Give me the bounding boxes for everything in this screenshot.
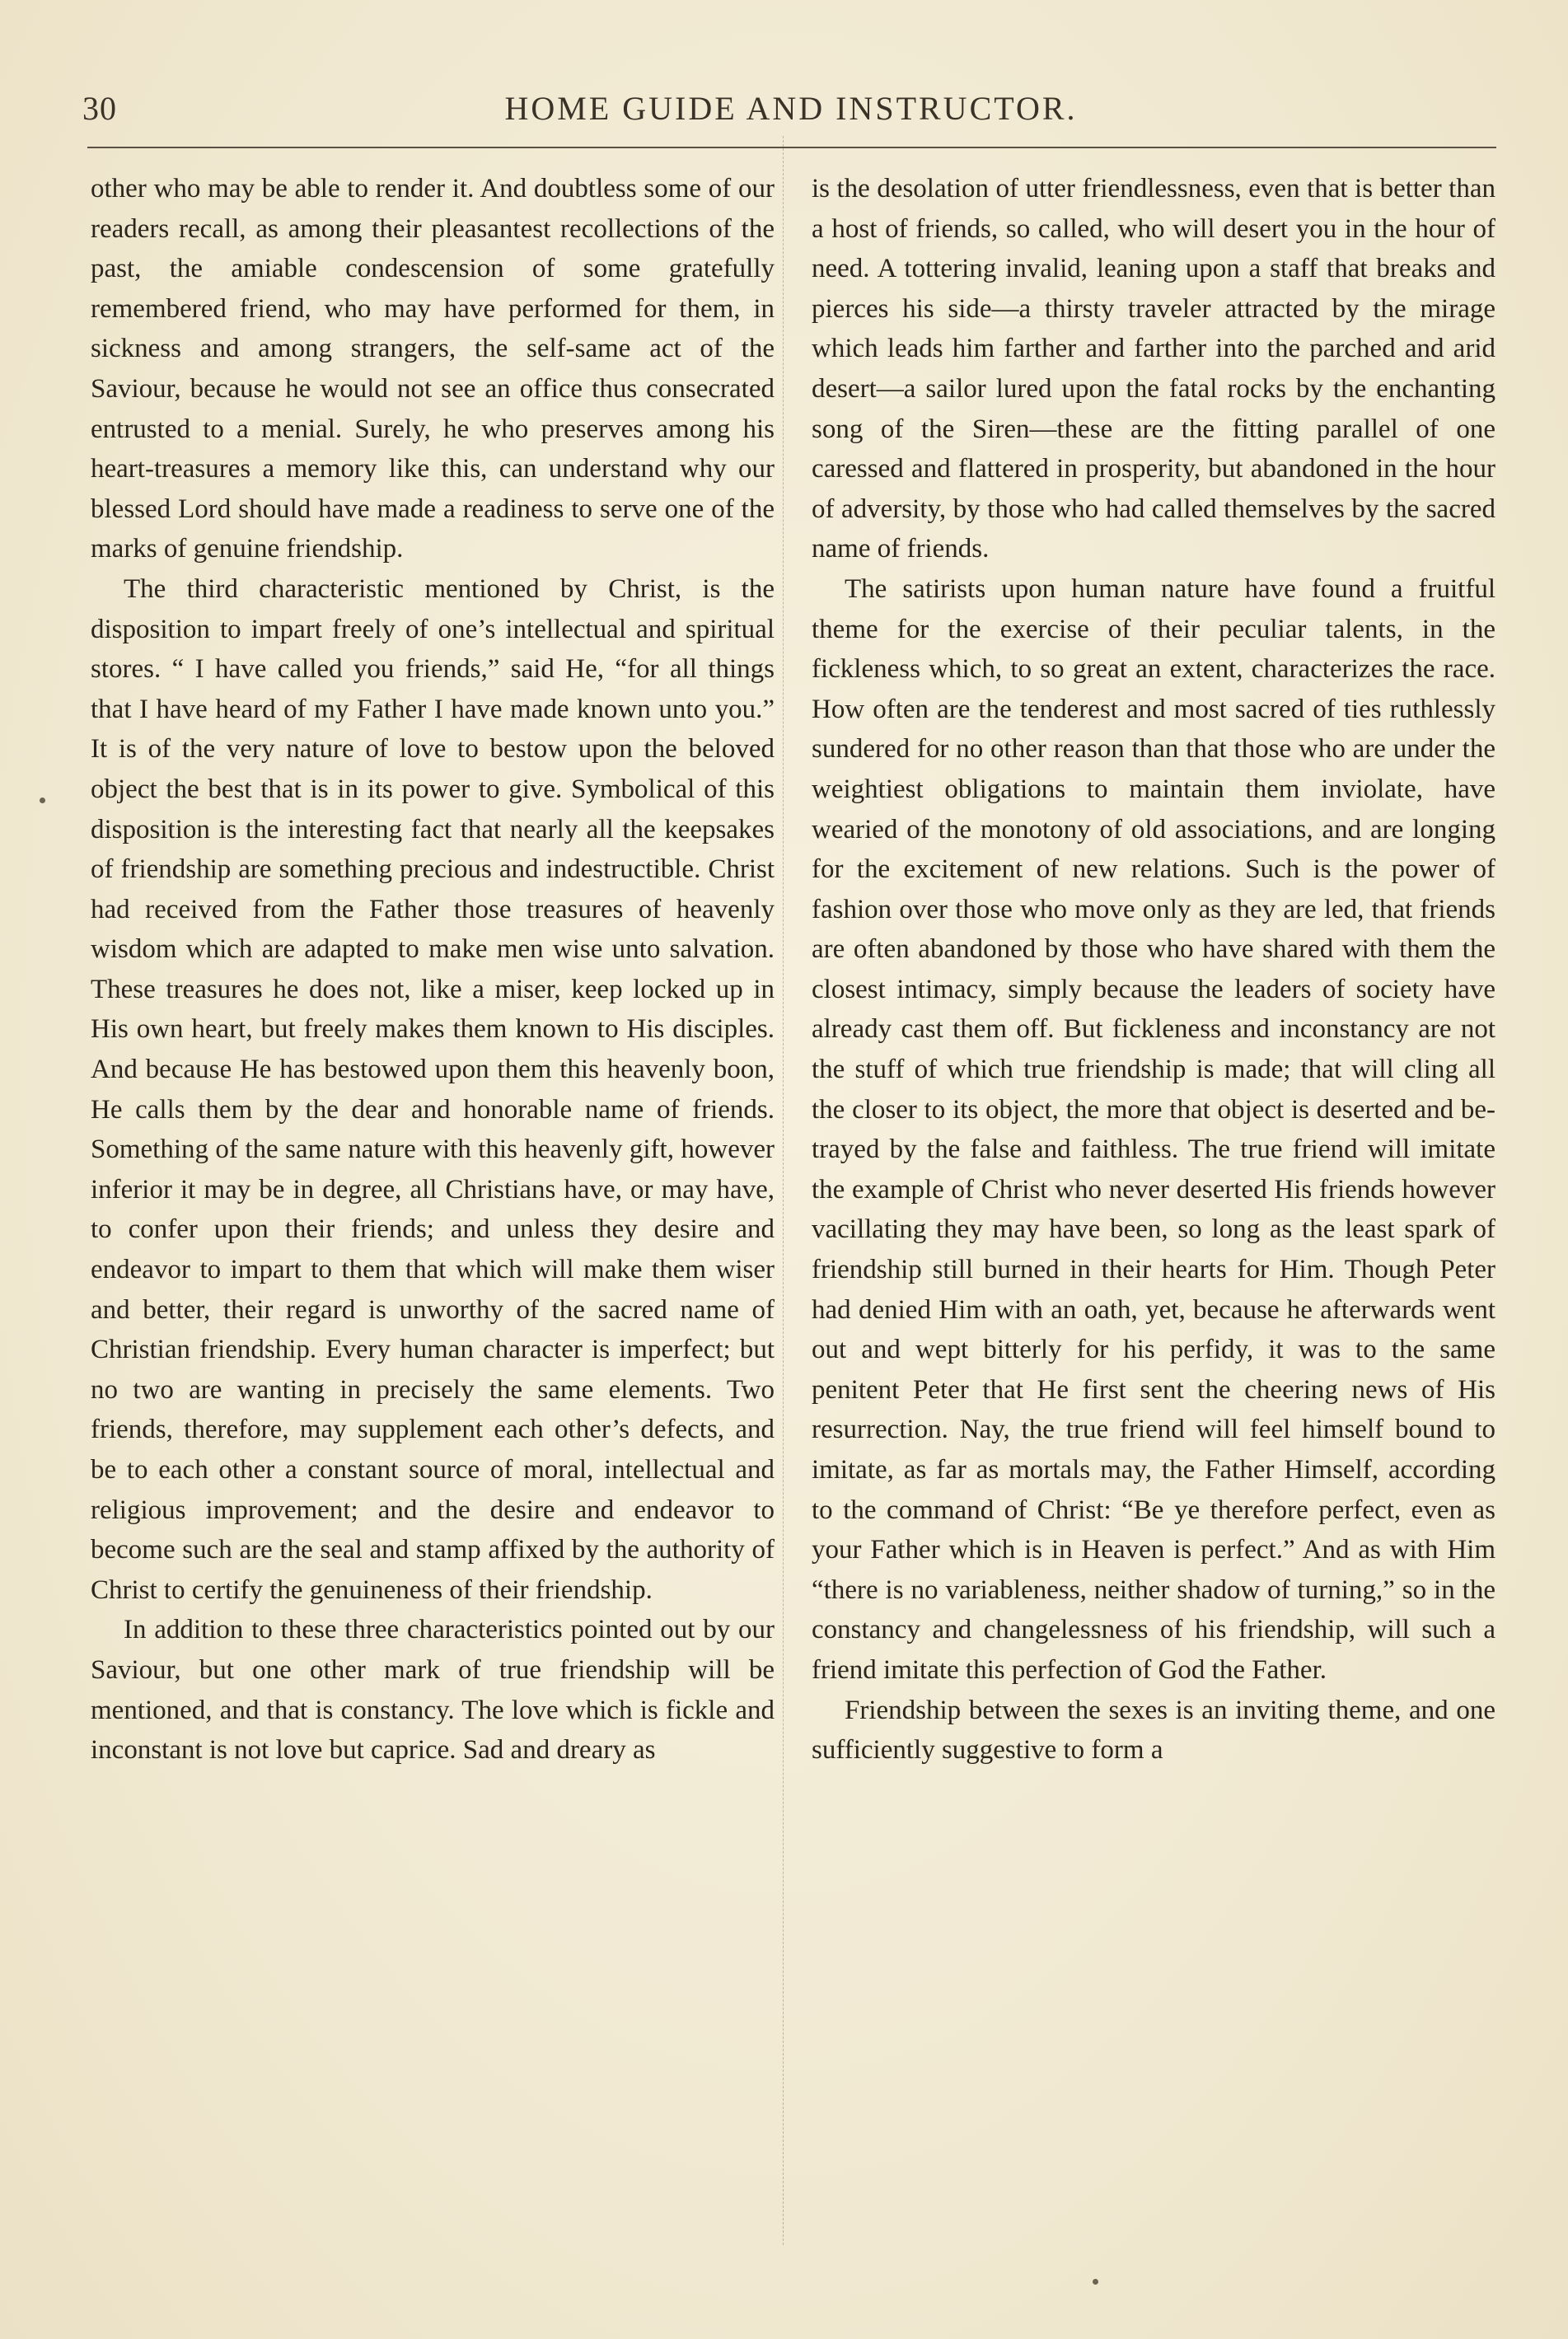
column-divider: [783, 136, 784, 2245]
page-number: 30: [82, 90, 117, 127]
left-column: [91, 169, 775, 1771]
paragraph: The satirists upon human nature have found a fruitful theme for the exercise of their peculiar talents, in the fickleness which, to so great an extent, characterizes the race. How often are the tenderest and most sacred of ties ruthlessly sundered for no other reason than that those who are under the weightiest obligations to maintain them inviolate, have wearied of the monotony of old associations, and are longing for the excitement of new relations. Such is the power of fashion over those who move only as they are led, that friends are often abandoned by those who have shared with them the closest intimacy, simply because the leaders of society have already cast them off. But fickleness and inconstancy are not the stuff of which true friendship is made; that will cling all the closer to its object, the more that object is deserted and betrayed by the false and faithless. The true friend will imitate the example of Christ who never deserted His friends however vacillating they may have been, so long as the least spark of friendship still burned in their hearts for Him. Though Peter had denied Him with an oath, yet, because he afterwards went out and wept bitterly for his perfidy, it was to the same penitent Peter that He first sent the cheering news of His resurrection. Nay, the true friend will feel himself bound to imitate, as far as mortals may, the Father Himself, according to the command of Christ: “Be ye therefore perfect, even as your Father which is in Heaven is perfect.” And as with Him “there is no variableness, neither shadow of turning,” so in the constancy and changelessness of his friendship, will such a friend imitate this perfection of God the Father.: [812, 573, 1495, 1685]
paragraph: The third characteristic mentioned by Christ, is the disposition to impart freely of one’s intellectual and spiritual stores. “ I have called you friends,” said He, “for all things that I have heard of my Father I have made known unto you.” It is of the very nature of love to bestow upon the beloved object the best that is in its power to give. Symbolical of this disposition is the interesting fact that nearly all the keepsakes of friendship are something precious and indestructible. Christ had received from the Father those treasures of heavenly wisdom which are adapted to make men wise unto salvation. These treasures he does not, like a miser, keep locked up in His own heart, but freely makes them known to His disciples. And because He has bestowed upon them this heavenly boon, He calls them by the dear and honorable name of friends. Something of the same nature with this heavenly gift, however inferior it may be in degree, all Christians have, or may have, to confer upon their friends; and unless they desire and endeavor to impart to them that which will make them wiser and better, their regard is unworthy of the sacred name of Christian friendship. Every human character is imperfect; but no two are wanting in precisely the same elements. Two friends, therefore, may supplement each other’s defects, and be to each other a constant source of moral, intellectual and religious improvement; and the desire and endeavor to become such are the seal and stamp affixed by the authority of Christ to certify the genuineness of their friendship.: [91, 573, 775, 1605]
margin-mark: [1093, 2279, 1098, 2285]
paragraph: other who may be able to render it. And doubtless some of our readers recall, as among their pleasantest recollections of the past, the amiable condescension of some gratefully remembered friend, who may have performed for them, in sickness and among strangers, the self-same act of the Saviour, because he would not see an office thus consecrated entrusted to a menial. Surely, he who preserves among his heart-treasures a memory like this, can understand why our blessed Lord should have made a readiness to serve one of the marks of genuine friendship.: [91, 174, 775, 564]
paragraph: Friendship between the sexes is an inviting theme, and one sufficiently suggestive to form a: [812, 1695, 1495, 1766]
journal-title: HOME GUIDE AND INSTRUCTOR.: [504, 90, 1078, 127]
right-column: [812, 169, 1495, 1771]
paragraph: is the desolation of utter friendlessness, even that is better than a host of friends, so called, who will desert you in the hour of need. A tottering invalid, leaning upon a staff that breaks and pierces his side—a thirsty traveler attracted by the mirage which leads him farther and farther into the parched and arid desert—a sailor lured upon the fatal rocks by the enchanting song of the Siren—these are the fitting parallel of one caressed and flattered in prosperity, but abandoned in the hour of adversity, by those who had called themselves by the sacred name of friends.: [812, 174, 1495, 564]
margin-mark: [40, 798, 45, 803]
paragraph: In addition to these three characteristics pointed out by our Saviour, but one other mark of true friendship will be mentioned, and that is constancy. The love which is fickle and inconstant is not love but caprice. Sad and dreary as: [91, 1615, 775, 1766]
running-head: [82, 89, 1500, 138]
header-rule: [87, 147, 1496, 148]
